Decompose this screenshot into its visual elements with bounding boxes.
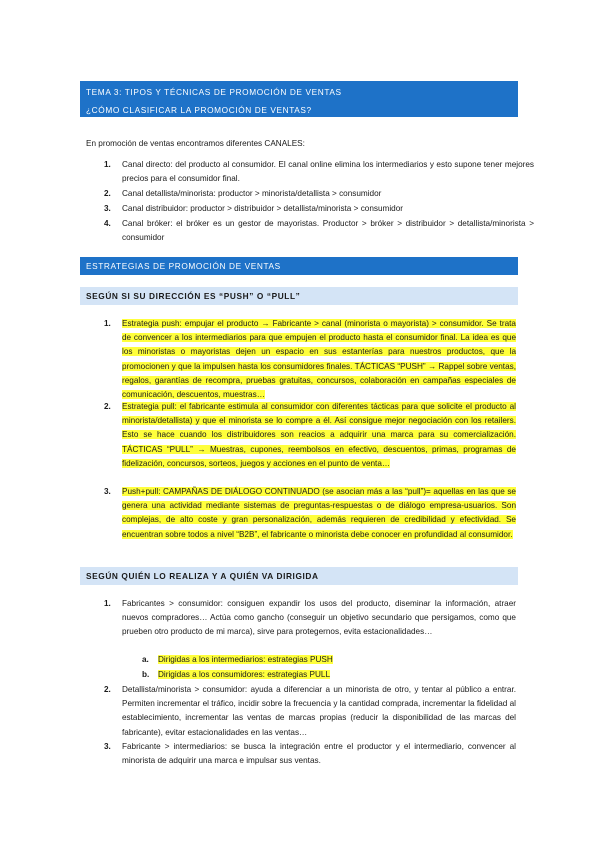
- intro-text: En promoción de ventas encontramos diferentes CANALES:: [86, 139, 305, 148]
- sub-item: b. Dirigidas a los consumidores: estrategias PULL: [142, 670, 331, 679]
- section-heading-estrategias: ESTRATEGIAS DE PROMOCIÓN DE VENTAS: [80, 257, 518, 275]
- topic-question: ¿CÓMO CLASIFICAR LA PROMOCIÓN DE VENTAS?: [86, 105, 312, 115]
- topic-header: [80, 81, 518, 117]
- section-heading-direccion: SEGÚN SI SU DIRECCIÓN ES “PUSH” O “PULL”: [80, 287, 518, 305]
- section-heading-quien: SEGÚN QUIÉN LO REALIZA Y A QUIÉN VA DIRIGIDA: [80, 567, 518, 585]
- list-item: 1. Fabricantes > consumidor: consiguen expandir los usos del producto, diseminar la información, atraer nuevos compradores… Actúa como gancho (conseguir un objetivo secundario que persigamos, como que prueben otro producto de mi marca), sirve para protegernos, evita estacionalidades…: [104, 599, 516, 637]
- list-item: 3. Canal distribuidor: productor > distribuidor > detallista/minorista > consumidor: [104, 204, 404, 213]
- list-item: 1. Estrategia push: empujar el producto → Fabricante > canal (minorista o mayorista) > consumidor. Se trata de convencer a los intermediarios para que empujen el producto hasta el consumidor final. La idea es que los minoristas o mayoristas dejen un espacio en sus estanterías para nuestros productos, que la promocionen y que la impulsen hasta los consumidores finales. TÁCTICAS “PUSH” → Rappel sobre ventas, regalos, garantías de recompra, pruebas gratuitas, concursos, colaboración en campañas especiales de comunicación, descuentos, muestras…: [104, 319, 516, 400]
- sub-item: a. Dirigidas a los intermediarios: estrategias PUSH: [142, 655, 333, 664]
- list-item: 3. Push+pull: CAMPAÑAS DE DIÁLOGO CONTINUADO (se asocian más a las “pull”)= aquellas en las que se genera una actividad mediante sistemas de preguntas-respuestas o de diálogo empresa-usuarios. Son complejas, de alto coste y gran personalización, además requieren de credibilidad y efectividad. Se encuentran sobre todos a nivel “B2B”, el fabricante o minorista debe conocer en profundidad al consumidor.: [104, 487, 516, 539]
- list-item: 3. Fabricante > intermediarios: se busca la integración entre el productor y el intermediario, convencer al minorista de adquirir una marca e impulsar sus ventas.: [104, 742, 516, 766]
- list-item: 2. Canal detallista/minorista: productor > minorista/detallista > consumidor: [104, 189, 382, 198]
- topic-title: TEMA 3: TIPOS Y TÉCNICAS DE PROMOCIÓN DE VENTAS: [86, 87, 342, 97]
- list-item: 2. Detallista/minorista > consumidor: ayuda a diferenciar a un minorista de otro, y tentar al público a entrar. Permiten incrementar el tráfico, incidir sobre la frecuencia y la cantidad comprada, incrementar la fidelidad al establecimiento, incrementar las ventas de marcas propias (reducir la disponibilidad de las marcas del fabricante), evitar estacionalidades en las ventas…: [104, 685, 516, 737]
- list-item: 2. Estrategia pull: el fabricante estimula al consumidor con diferentes tácticas para que solicite el producto al minorista/detallista) y que el minorista se lo compre a él. Así consigue mejor negociación con los retailers. Esto se hace cuando los distribuidores son reacios a adquirir una marca para su comercialización. TÁCTICAS “PULL” → Muestras, cupones, reembolsos en efectivo, descuentos, primas, programas de fidelización, concursos, sorteos, juegos y acciones en el punto de venta…: [104, 402, 516, 468]
- list-item: 1. Canal directo: del producto al consumidor. El canal online elimina los intermediarios y esto supone tener mejores precios para el consumidor final.: [104, 160, 534, 184]
- list-item: 4. Canal bróker: el bróker es un gestor de mayoristas. Productor > bróker > distribuidor > detallista/minorista > consumidor: [104, 219, 534, 243]
